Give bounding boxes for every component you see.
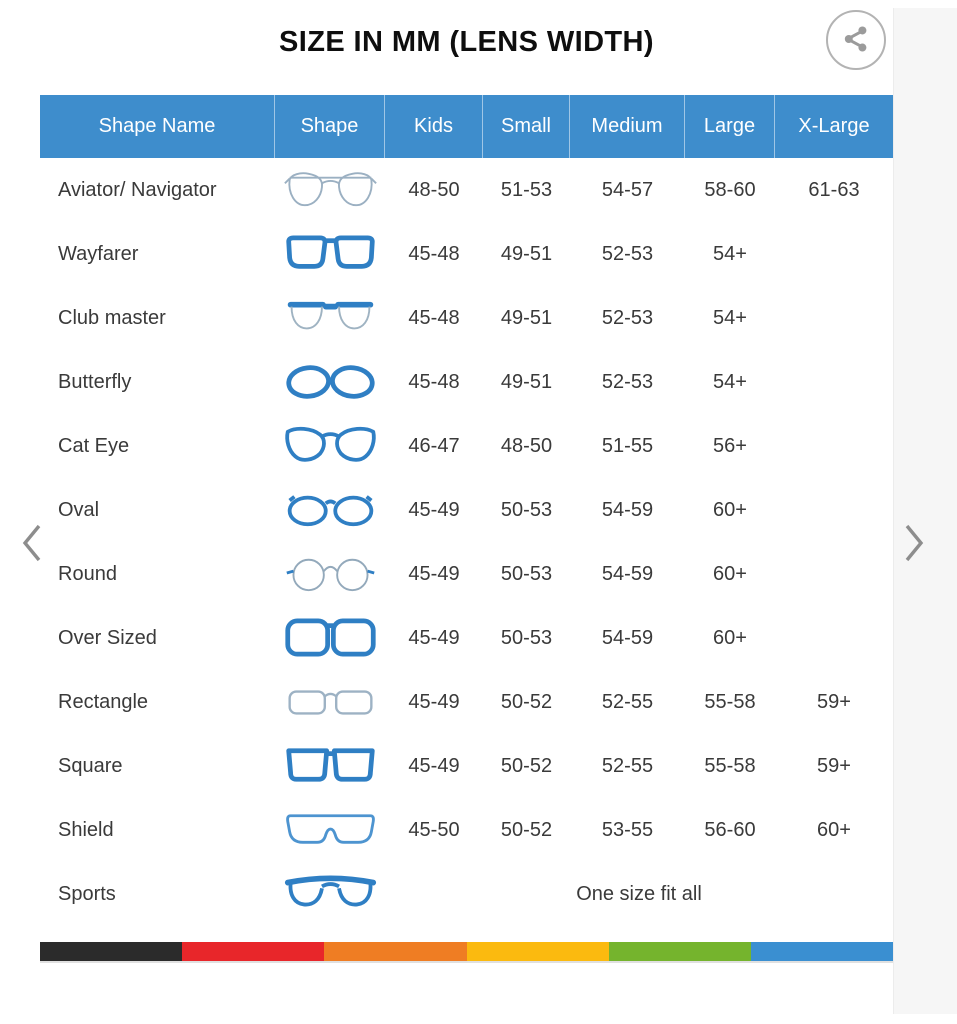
size-value: 59+ [817,690,851,713]
wayfarer-glasses-icon [275,231,385,277]
share-icon [840,23,872,58]
color-stripe-segment [40,942,182,961]
size-value: 50-53 [500,562,553,585]
table-row [40,414,893,478]
chevron-left-icon [16,520,48,569]
table-header [40,95,893,158]
shape-name: Oval [58,498,100,521]
size-value: 49-51 [500,370,553,393]
column-header-medium: Medium [570,95,685,158]
page-background-strip [893,8,957,1014]
color-stripe-segment [467,942,609,961]
square-glasses-icon [275,743,385,789]
table-row [40,222,893,286]
table-row [40,798,893,862]
shape-name: Sports [58,882,116,905]
size-value: 60+ [713,562,747,585]
size-value: 54-59 [601,562,654,585]
color-stripe [40,942,893,961]
size-value: 45-49 [408,690,460,713]
table-row [40,542,893,606]
shape-name: Club master [58,306,166,329]
column-header-shape: Shape [275,95,385,158]
size-value: 51-55 [601,434,654,457]
column-header-kids: Kids [385,95,483,158]
cat-eye-glasses-icon [275,423,385,469]
shape-name: Shield [58,818,114,841]
size-value: 48-50 [500,434,553,457]
size-value: 49-51 [500,242,553,265]
size-value: 52-55 [601,754,654,777]
size-value: 48-50 [408,178,460,201]
size-value: 50-53 [500,498,553,521]
shape-name: Over Sized [58,626,157,649]
size-value: 56-60 [704,818,756,841]
shape-name: Square [58,754,123,777]
size-value: 55-58 [704,690,756,713]
size-value: 49-51 [500,306,553,329]
size-value: 50-52 [500,754,553,777]
table-row [40,862,893,926]
size-value: 45-49 [408,562,460,585]
size-value: 55-58 [704,754,756,777]
column-header-small: Small [483,95,570,158]
table-row [40,158,893,222]
size-value: 45-49 [408,626,460,649]
rectangle-glasses-icon [275,679,385,725]
size-value: 54+ [713,242,747,265]
size-value: 59+ [817,754,851,777]
size-value: 52-53 [601,370,654,393]
column-header-shape-name: Shape Name [40,95,275,158]
table-row [40,350,893,414]
carousel-next-button[interactable] [894,519,934,569]
oval-glasses-icon [275,487,385,533]
oversized-glasses-icon [275,615,385,661]
size-value: 50-52 [500,690,553,713]
size-value: 52-53 [601,306,654,329]
size-value: 53-55 [601,818,654,841]
table-row [40,606,893,670]
size-value: 51-53 [500,178,553,201]
column-header-large: Large [685,95,775,158]
aviator-glasses-icon [275,167,385,213]
one-size-note: One size fit all [576,882,702,905]
size-value: 45-48 [408,370,460,393]
size-value: 60+ [713,498,747,521]
round-glasses-icon [275,551,385,597]
size-value: 54-57 [601,178,654,201]
size-value: 45-49 [408,498,460,521]
shape-name: Butterfly [58,370,132,393]
color-stripe-segment [324,942,466,961]
size-value: 60+ [713,626,747,649]
shape-name: Wayfarer [58,242,139,265]
size-value: 45-50 [408,818,460,841]
size-value: 45-48 [408,306,460,329]
color-stripe-segment [609,942,751,961]
size-value: 54-59 [601,498,654,521]
clubmaster-glasses-icon [275,295,385,341]
size-value: 46-47 [408,434,460,457]
size-value: 45-49 [408,754,460,777]
shield-glasses-icon [275,807,385,853]
butterfly-glasses-icon [275,359,385,405]
size-value: 54+ [713,370,747,393]
size-value: 56+ [713,434,747,457]
page-title: SIZE IN MM (LENS WIDTH) [279,26,654,58]
table-row [40,286,893,350]
size-value: 45-48 [408,242,460,265]
carousel-prev-button[interactable] [12,519,52,569]
size-value: 60+ [817,818,851,841]
size-value: 58-60 [704,178,756,201]
size-value: 54+ [713,306,747,329]
color-stripe-segment [751,942,893,961]
table-row [40,734,893,798]
table-row [40,478,893,542]
column-header-x-large: X-Large [798,115,870,137]
size-value: 52-55 [601,690,654,713]
size-value: 50-53 [500,626,553,649]
size-value: 54-59 [601,626,654,649]
sports-glasses-icon [275,871,385,917]
size-value: 61-63 [808,178,860,201]
share-button[interactable] [826,10,886,70]
size-value: 50-52 [500,818,553,841]
table-row [40,670,893,734]
size-value: 52-53 [601,242,654,265]
shape-name: Rectangle [58,690,149,713]
size-table-body [40,158,893,926]
color-stripe-segment [182,942,324,961]
chevron-right-icon [898,520,930,569]
shape-name: Cat Eye [58,434,130,457]
shape-name: Aviator/ Navigator [58,178,217,201]
shape-name: Round [58,562,117,585]
